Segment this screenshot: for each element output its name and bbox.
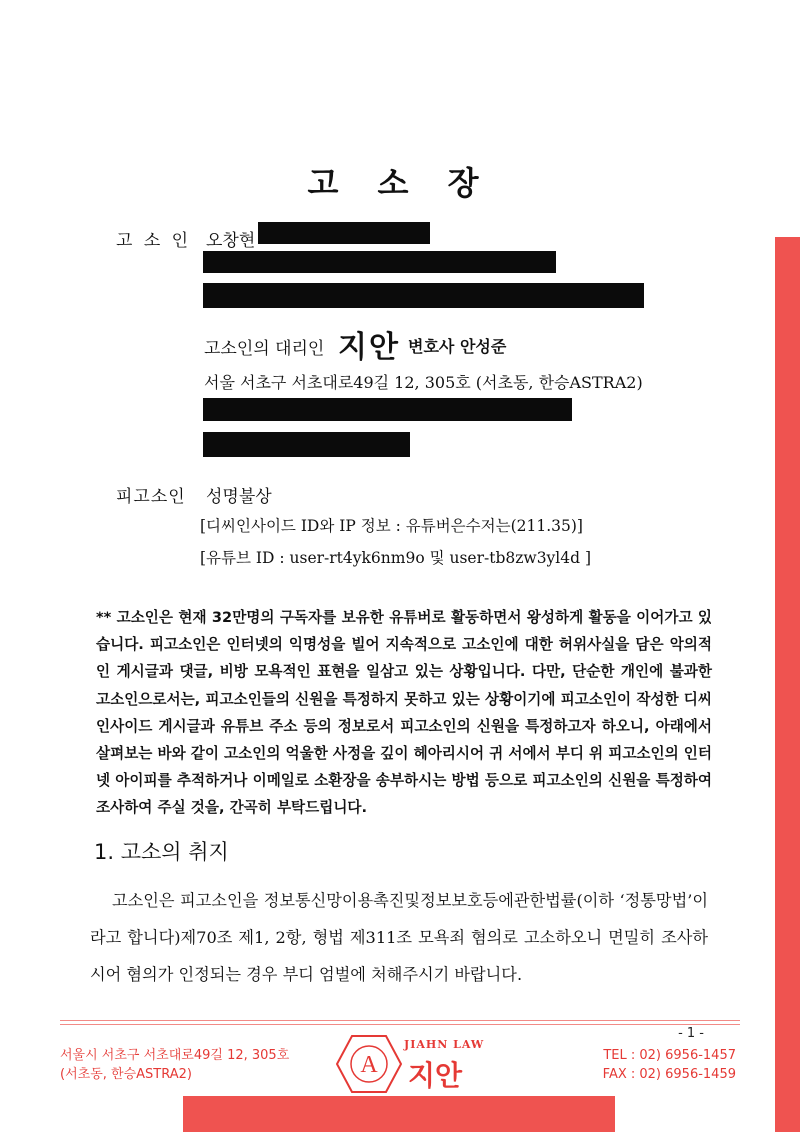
- footer-tel: TEL : 02) 6956-1457: [603, 1048, 736, 1063]
- accused-info-line2: [유튜브 ID : user-rt4yk6nm9o 및 user-tb8zw3yl4d ]: [200, 549, 592, 567]
- section-body: 고소인은 피고소인을 정보통신망이용촉진및정보보호등에관한법률(이하 ‘정통망법’이라고 합니다)제70조 제1, 2항, 형법 제311조 모욕죄 혐의로 고소하오니 면밀히 조사하시어 혐의가 인정되는 경우 부디 엄벌에 처해주시기 바랍니다.: [90, 891, 708, 984]
- document-title: 고 소 장: [307, 164, 493, 202]
- bottom-accent-block: [183, 1096, 615, 1132]
- hexagon-logo-icon: [336, 1034, 402, 1094]
- redaction-bar: [203, 283, 644, 308]
- footer-address-line1: 서울시 서초구 서초대로49길 12, 305호: [60, 1048, 290, 1063]
- note-paragraph: ** 고소인은 현재 32만명의 구독자를 보유한 유튜버로 활동하면서 왕성하게 활동을 이어가고 있습니다. 피고소인은 인터넷의 익명성을 빌어 지속적으로 고소인에 대한 허위사실을 담은 악의적인 게시글과 댓글, 비방 모욕적인 표현을 일삼고 있는 상황입니다. 다만, 단순한 개인에 불과한 고소인으로서는, 피고소인들의 신원을 특정하지 못하고 있는 상황이기에 피고소인이 작성한 디씨인사이드 게시글과 유튜브 주소 등의 정보로서 피고소인의 신원을 특정하고자 하오니, 아래에서 살펴보는 바와 같이 고소인의 억울한 사정을 깊이 헤아리시어 귀 서에서 부디 위 피고소인의 인터넷 아이피를 추적하거나 이메일로 소환장을 송부하시는 방법 등으로 피고소인의 신원을 특정하여 조사하여 주실 것을, 간곡히 부탁드립니다.: [96, 609, 712, 817]
- redaction-bar: [203, 398, 572, 421]
- redaction-bar: [203, 251, 556, 273]
- firm-name-en: JIAHN LAW: [404, 1038, 485, 1051]
- footer-fax: FAX : 02) 6956-1459: [602, 1067, 736, 1082]
- agent-address: 서울 서초구 서초대로49길 12, 305호 (서초동, 한승ASTRA2): [204, 373, 643, 392]
- lawyer-name: 변호사 안성준: [408, 337, 507, 356]
- signature: 지안: [338, 330, 400, 365]
- complainant-name: 오창현: [206, 231, 256, 251]
- footer-rule: [60, 1020, 740, 1021]
- firm-logo: [336, 1034, 402, 1094]
- footer-address-line2: (서초동, 한승ASTRA2): [60, 1067, 192, 1082]
- page-number: - 1 -: [678, 1026, 704, 1041]
- firm-name-ko: 지안: [408, 1059, 463, 1092]
- redaction-bar: [203, 432, 410, 457]
- agent-prefix: 고소인의 대리인: [204, 339, 325, 359]
- accused-info-line1: [디씨인사이드 ID와 IP 정보 : 유튜버은수저는(211.35)]: [200, 517, 583, 535]
- svg-text:A: A: [360, 1052, 378, 1078]
- footer-rule: [60, 1024, 740, 1025]
- section-heading: 1. 고소의 취지: [94, 840, 229, 864]
- accused-name: 성명불상: [206, 487, 272, 507]
- side-accent-bar: [775, 237, 800, 1132]
- accused-label: 피고소인: [116, 487, 186, 507]
- complainant-label: 고 소 인: [116, 231, 192, 251]
- redaction-bar: [258, 222, 430, 244]
